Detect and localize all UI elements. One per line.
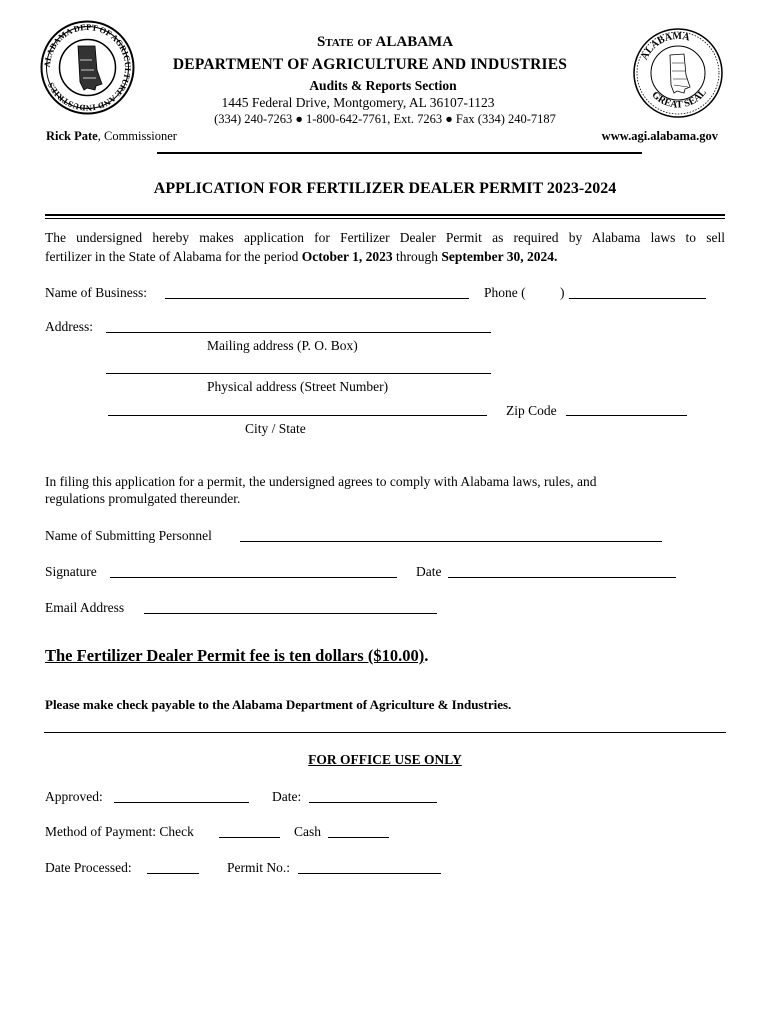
header-divider (157, 152, 642, 154)
date-processed-label: Date Processed: (45, 860, 132, 875)
section-name: Audits & Reports Section (309, 78, 457, 93)
signature-label: Signature (45, 564, 97, 579)
office-date-label: Date: (272, 789, 302, 804)
commissioner (46, 129, 177, 144)
signature-date-field[interactable] (448, 577, 676, 578)
cash-label: Cash (294, 824, 321, 839)
physical-address-field[interactable] (106, 373, 491, 374)
approved-field[interactable] (114, 802, 249, 803)
intro-line-1: The undersigned hereby makes application for Fertilizer Dealer Permit as required by Alabama laws to sell (45, 230, 725, 245)
website[interactable]: www.agi.alabama.gov (601, 129, 718, 143)
fee-statement-period: . (424, 646, 429, 665)
through-word: through (392, 249, 442, 264)
svg-text:GREAT SEAL: GREAT SEAL (649, 87, 709, 111)
phone-close-paren: ) (560, 285, 565, 300)
permit-number-field[interactable] (298, 873, 441, 874)
check-field[interactable] (219, 837, 280, 838)
business-name-label: Name of Business: (45, 285, 147, 300)
mailing-address-caption: Mailing address (P. O. Box) (207, 338, 358, 353)
agreement-line-2: regulations promulgated thereunder. (45, 491, 241, 506)
state-line: State of ALABAMA (316, 34, 454, 50)
payment-method-label: Method of Payment: Check (45, 824, 194, 839)
svg-text:ALABAMA DEPT OF AGRICULTURE AN: ALABAMA DEPT OF AGRICULTURE AND INDUSTRIES (41, 21, 134, 114)
office-divider (44, 732, 726, 733)
commissioner-title: , Commissioner (97, 129, 177, 143)
phone-label: Phone ( (484, 285, 526, 300)
city-state-caption: City / State (245, 421, 306, 436)
cash-field[interactable] (328, 837, 389, 838)
email-label: Email Address (45, 600, 125, 615)
intro-line-2-start: fertilizer in the State of Alabama for the period (45, 249, 302, 264)
svg-text:ALABAMA: ALABAMA (639, 30, 691, 62)
submitting-personnel-field[interactable] (240, 541, 662, 542)
department-name: DEPARTMENT OF AGRICULTURE AND INDUSTRIES (172, 56, 568, 73)
form-title: APPLICATION FOR FERTILIZER DEALER PERMIT 2023-2024 (153, 180, 617, 197)
title-rule-bottom (45, 218, 725, 219)
zip-code-field[interactable] (566, 415, 687, 416)
period-start-date: October 1, 2023 (301, 249, 393, 264)
address-label: Address: (45, 319, 93, 334)
office-date-field[interactable] (309, 802, 437, 803)
phone-line: (334) 240-7263 ● 1-800-642-7761, Ext. 7263 ● Fax (334) 240-7187 (214, 112, 556, 126)
zip-code-label: Zip Code (506, 403, 557, 418)
mailing-address-field[interactable] (106, 332, 491, 333)
intro-line-2 (45, 249, 557, 265)
business-name-field[interactable] (165, 298, 469, 299)
fee-statement-text: The Fertilizer Dealer Permit fee is ten dollars ($10.00) (45, 646, 425, 665)
agreement-line-1: In filing this application for a permit, the undersigned agrees to comply with Alabama laws, rules, and (45, 474, 597, 489)
commissioner-name: Rick Pate (46, 129, 98, 143)
physical-address-caption: Physical address (Street Number) (207, 379, 389, 394)
fee-statement (45, 646, 428, 666)
email-field[interactable] (144, 613, 437, 614)
payable-instructions: Please make check payable to the Alabama Department of Agriculture & Industries. (45, 697, 512, 712)
submitting-personnel-label: Name of Submitting Personnel (45, 528, 212, 543)
office-use-heading: FOR OFFICE USE ONLY (308, 752, 462, 767)
date-processed-field[interactable] (147, 873, 199, 874)
phone-field[interactable] (569, 298, 706, 299)
signature-date-label: Date (416, 564, 442, 579)
address-line: 1445 Federal Drive, Montgomery, AL 36107-1123 (221, 95, 495, 110)
title-rule-top (45, 214, 725, 216)
signature-field[interactable] (110, 577, 397, 578)
approved-label: Approved: (45, 789, 103, 804)
city-state-field[interactable] (108, 415, 487, 416)
permit-number-label: Permit No.: (227, 860, 290, 875)
period-end-date: September 30, 2024. (441, 249, 558, 264)
